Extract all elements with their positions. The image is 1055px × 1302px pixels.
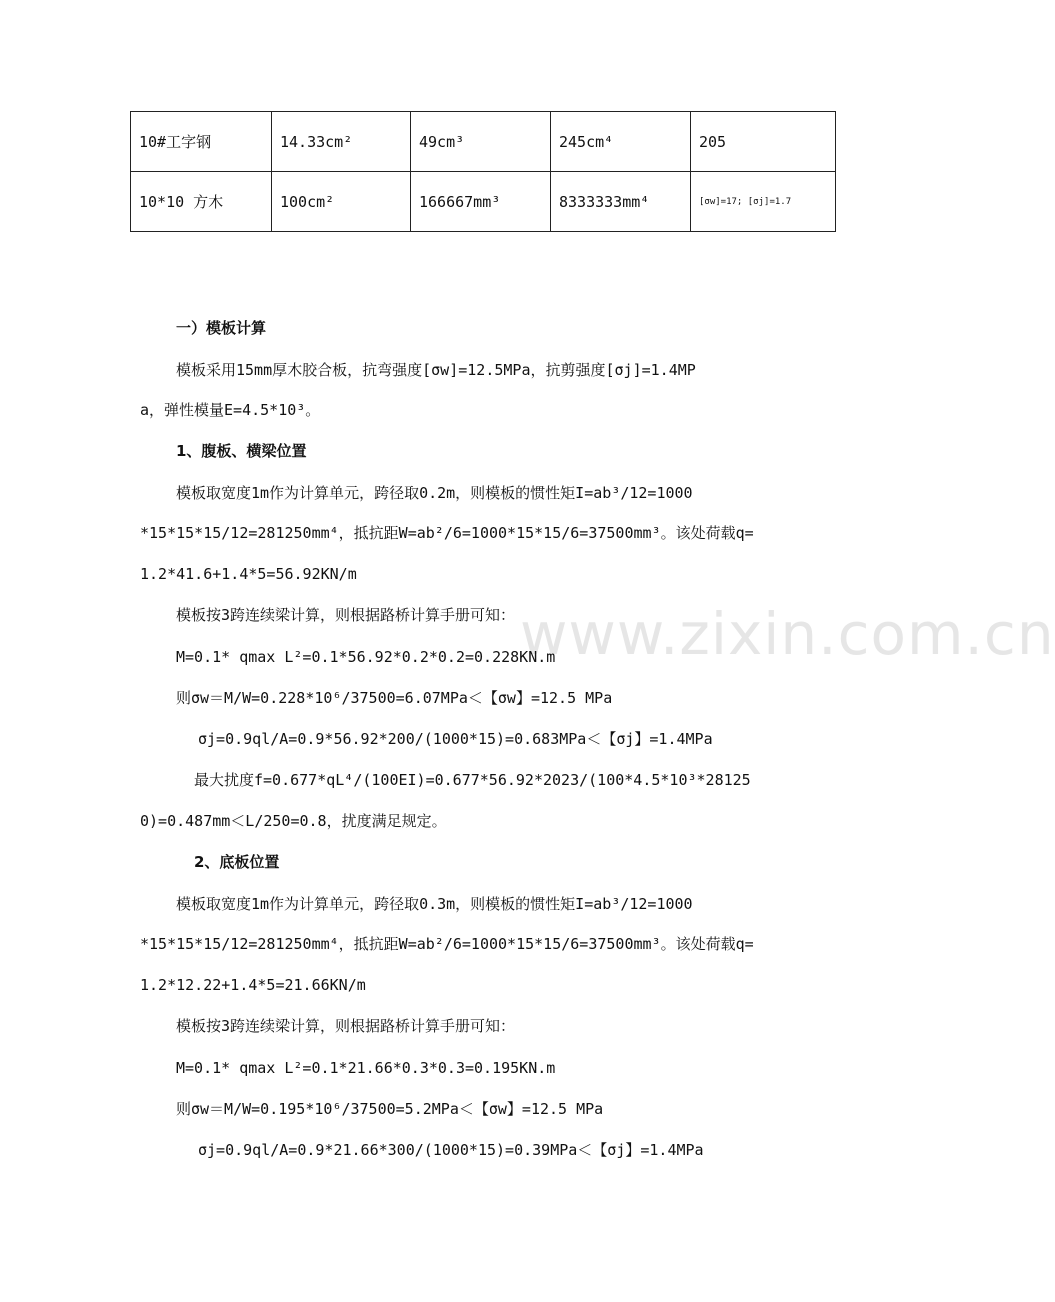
formula-line: 0)=0.487mm＜L/250=0.8，扰度满足规定。 xyxy=(140,812,447,830)
table-cell: 49cm³ xyxy=(411,112,551,172)
table-cell: 205 xyxy=(691,112,836,172)
formula-line: M=0.1* qmax L²=0.1*21.66*0.3*0.3=0.195KN.m xyxy=(176,1059,556,1077)
paragraph-line: 模板取宽度1m作为计算单元，跨径取0.3m，则模板的惯性矩I=ab³/12=1000 xyxy=(176,895,693,913)
formula-line: M=0.1* qmax L²=0.1*56.92*0.2*0.2=0.228KN.m xyxy=(176,648,556,666)
table-cell: 10*10 方木 xyxy=(131,172,272,232)
paragraph-line: 1.2*41.6+1.4*5=56.92KN/m xyxy=(140,565,357,583)
table-cell: 100cm² xyxy=(272,172,411,232)
formula-line: σj=0.9ql/A=0.9*21.66*300/(1000*15)=0.39MPa＜【σj】=1.4MPa xyxy=(198,1141,704,1159)
table-cell: 166667mm³ xyxy=(411,172,551,232)
subsection-heading: 1、腹板、横梁位置 xyxy=(176,442,307,460)
table-row xyxy=(131,112,836,172)
paragraph-line: 1.2*12.22+1.4*5=21.66KN/m xyxy=(140,976,366,994)
formula-line: 则σw＝M/W=0.228*10⁶/37500=6.07MPa＜【σw】=12.5 MPa xyxy=(176,689,613,707)
subsection-heading: 2、底板位置 xyxy=(194,853,280,871)
paragraph-line: 模板取宽度1m作为计算单元，跨径取0.2m，则模板的惯性矩I=ab³/12=1000 xyxy=(176,484,693,502)
formula-line: 最大扰度f=0.677*qL⁴/(100EI)=0.677*56.92*2023/(100*4.5*10³*28125 xyxy=(194,771,751,789)
formula-line: 则σw＝M/W=0.195*10⁶/37500=5.2MPa＜【σw】=12.5 MPa xyxy=(176,1100,604,1118)
table-cell: 245cm⁴ xyxy=(551,112,691,172)
paragraph-line: *15*15*15/12=281250mm⁴，抵抗距W=ab²/6=1000*15*15/6=37500mm³。该处荷载q= xyxy=(140,524,754,542)
paragraph-line: 模板采用15mm厚木胶合板，抗弯强度[σw]=12.5MPa，抗剪强度[σj]=1.4MP xyxy=(176,361,696,379)
watermark: www.zixin.com.cn xyxy=(520,600,1055,668)
table-cell: 8333333mm⁴ xyxy=(551,172,691,232)
table-cell: [σw]=17; [σj]=1.7 xyxy=(691,172,836,232)
formula-line: σj=0.9ql/A=0.9*56.92*200/(1000*15)=0.683MPa＜【σj】=1.4MPa xyxy=(198,730,713,748)
table-cell: 10#工字钢 xyxy=(131,112,272,172)
section-properties-table xyxy=(130,111,836,232)
paragraph-line: *15*15*15/12=281250mm⁴，抵抗距W=ab²/6=1000*15*15/6=37500mm³。该处荷载q= xyxy=(140,935,754,953)
table-cell: 14.33cm² xyxy=(272,112,411,172)
paragraph-line: 模板按3跨连续梁计算，则根据路桥计算手册可知： xyxy=(176,1017,516,1035)
paragraph-line: 模板按3跨连续梁计算，则根据路桥计算手册可知： xyxy=(176,606,516,624)
paragraph-line: a，弹性模量E=4.5*10³。 xyxy=(140,401,321,419)
table-row xyxy=(131,172,836,232)
section-heading: 一）模板计算 xyxy=(176,319,267,337)
